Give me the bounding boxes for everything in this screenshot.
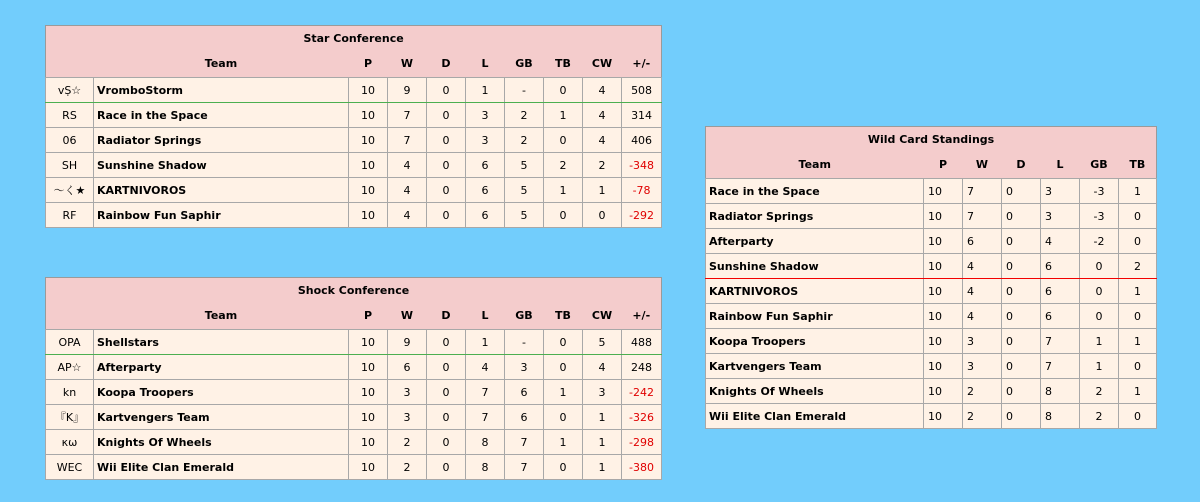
losses-cell: 4 <box>466 355 505 380</box>
wins-cell: 7 <box>388 103 427 128</box>
plus-minus-cell: -380 <box>622 455 662 480</box>
team-name: Knights Of Wheels <box>94 430 349 455</box>
plus-minus-cell: 314 <box>622 103 662 128</box>
wins-cell: 4 <box>388 203 427 228</box>
conference-wins-cell: 4 <box>583 355 622 380</box>
tiebreak-cell: 0 <box>544 203 583 228</box>
wins-cell: 4 <box>963 279 1002 304</box>
losses-cell: 7 <box>466 380 505 405</box>
tiebreak-cell: 0 <box>544 405 583 430</box>
played-cell: 10 <box>349 153 388 178</box>
table-row <box>706 304 1157 329</box>
wins-cell: 4 <box>963 254 1002 279</box>
losses-cell: 8 <box>1041 379 1080 404</box>
team-name: Knights Of Wheels <box>706 379 924 404</box>
played-cell: 10 <box>349 405 388 430</box>
tiebreak-cell: 0 <box>1119 404 1157 429</box>
games-behind-cell: 0 <box>1080 279 1119 304</box>
losses-cell: 8 <box>1041 404 1080 429</box>
played-cell: 10 <box>924 354 963 379</box>
team-name: Koopa Troopers <box>94 380 349 405</box>
table-row <box>706 279 1157 304</box>
games-behind-cell: 6 <box>505 405 544 430</box>
draws-cell: 0 <box>427 355 466 380</box>
draws-cell: 0 <box>427 103 466 128</box>
shock-conference-table <box>45 277 662 480</box>
d-header: D <box>1002 151 1041 179</box>
l-header: L <box>1041 151 1080 179</box>
losses-cell: 6 <box>466 153 505 178</box>
draws-cell: 0 <box>1002 254 1041 279</box>
played-cell: 10 <box>349 330 388 355</box>
tiebreak-cell: 1 <box>1119 329 1157 354</box>
table-row <box>46 78 662 103</box>
losses-cell: 7 <box>1041 354 1080 379</box>
table-row <box>46 128 662 153</box>
plus-minus-cell: 508 <box>622 78 662 103</box>
team-tag: AP☆ <box>46 355 94 380</box>
draws-cell: 0 <box>427 430 466 455</box>
team-tag: 『K』 <box>46 405 94 430</box>
table-row <box>46 203 662 228</box>
games-behind-cell: -3 <box>1080 204 1119 229</box>
played-cell: 10 <box>924 254 963 279</box>
team-tag: 06 <box>46 128 94 153</box>
conference-wins-cell: 3 <box>583 380 622 405</box>
losses-cell: 3 <box>1041 179 1080 204</box>
d-header: D <box>427 302 466 330</box>
played-cell: 10 <box>924 204 963 229</box>
team-tag: κω <box>46 430 94 455</box>
wins-cell: 4 <box>963 304 1002 329</box>
tiebreak-cell: 2 <box>1119 254 1157 279</box>
games-behind-cell: 7 <box>505 430 544 455</box>
losses-cell: 1 <box>466 330 505 355</box>
team-name: Sunshine Shadow <box>706 254 924 279</box>
losses-cell: 8 <box>466 430 505 455</box>
wins-cell: 7 <box>963 204 1002 229</box>
team-name: Koopa Troopers <box>706 329 924 354</box>
p-header: P <box>924 151 963 179</box>
losses-cell: 6 <box>1041 279 1080 304</box>
games-behind-cell: 0 <box>1080 254 1119 279</box>
tiebreak-cell: 1 <box>544 380 583 405</box>
games-behind-cell: - <box>505 330 544 355</box>
draws-cell: 0 <box>427 203 466 228</box>
plus-minus-cell: -348 <box>622 153 662 178</box>
tag-header <box>46 50 94 78</box>
games-behind-cell: 2 <box>505 103 544 128</box>
team-tag: RS <box>46 103 94 128</box>
team-name: Race in the Space <box>94 103 349 128</box>
games-behind-cell: -2 <box>1080 229 1119 254</box>
draws-cell: 0 <box>427 153 466 178</box>
team-header: Team <box>94 50 349 78</box>
games-behind-cell: 1 <box>1080 329 1119 354</box>
wins-cell: 2 <box>963 379 1002 404</box>
conference-wins-cell: 5 <box>583 330 622 355</box>
games-behind-cell: 7 <box>505 455 544 480</box>
draws-cell: 0 <box>427 178 466 203</box>
played-cell: 10 <box>349 355 388 380</box>
tag-header <box>46 302 94 330</box>
team-name: Radiator Springs <box>94 128 349 153</box>
games-behind-cell: 6 <box>505 380 544 405</box>
played-cell: 10 <box>924 379 963 404</box>
team-tag: vṢ☆ <box>46 78 94 103</box>
conference-wins-cell: 2 <box>583 153 622 178</box>
conference-wins-cell: 1 <box>583 405 622 430</box>
draws-cell: 0 <box>1002 279 1041 304</box>
plus-minus-header: +/- <box>622 50 662 78</box>
team-name: Wii Elite Clan Emerald <box>706 404 924 429</box>
team-name: Wii Elite Clan Emerald <box>94 455 349 480</box>
team-name: Radiator Springs <box>706 204 924 229</box>
played-cell: 10 <box>924 404 963 429</box>
w-header: W <box>963 151 1002 179</box>
wins-cell: 4 <box>388 153 427 178</box>
team-name: KARTNIVOROS <box>94 178 349 203</box>
draws-cell: 0 <box>427 128 466 153</box>
draws-cell: 0 <box>1002 354 1041 379</box>
tiebreak-cell: 1 <box>1119 279 1157 304</box>
team-name: Rainbow Fun Saphir <box>706 304 924 329</box>
plus-minus-cell: 248 <box>622 355 662 380</box>
wins-cell: 9 <box>388 330 427 355</box>
table-row <box>706 354 1157 379</box>
tiebreak-cell: 0 <box>1119 204 1157 229</box>
w-header: W <box>388 50 427 78</box>
games-behind-cell: 3 <box>505 355 544 380</box>
gb-header: GB <box>505 50 544 78</box>
wins-cell: 6 <box>388 355 427 380</box>
losses-cell: 7 <box>466 405 505 430</box>
gb-header: GB <box>505 302 544 330</box>
draws-cell: 0 <box>1002 304 1041 329</box>
tiebreak-cell: 1 <box>544 430 583 455</box>
wins-cell: 3 <box>963 329 1002 354</box>
played-cell: 10 <box>349 203 388 228</box>
table-row <box>46 153 662 178</box>
wins-cell: 3 <box>963 354 1002 379</box>
draws-cell: 0 <box>427 78 466 103</box>
tiebreak-cell: 0 <box>544 455 583 480</box>
conference-wins-cell: 4 <box>583 103 622 128</box>
played-cell: 10 <box>349 455 388 480</box>
table-row <box>706 179 1157 204</box>
team-tag: kn <box>46 380 94 405</box>
played-cell: 10 <box>924 229 963 254</box>
p-header: P <box>349 302 388 330</box>
games-behind-cell: -3 <box>1080 179 1119 204</box>
games-behind-cell: 5 <box>505 153 544 178</box>
table-row <box>706 404 1157 429</box>
team-name: KARTNIVOROS <box>706 279 924 304</box>
tiebreak-cell: 0 <box>544 78 583 103</box>
tb-header: TB <box>544 50 583 78</box>
wins-cell: 6 <box>963 229 1002 254</box>
wins-cell: 2 <box>388 455 427 480</box>
wins-cell: 2 <box>963 404 1002 429</box>
plus-minus-cell: -298 <box>622 430 662 455</box>
wins-cell: 3 <box>388 405 427 430</box>
l-header: L <box>466 302 505 330</box>
tiebreak-cell: 1 <box>1119 379 1157 404</box>
conference-wins-cell: 1 <box>583 178 622 203</box>
losses-cell: 6 <box>1041 254 1080 279</box>
team-name: Afterparty <box>94 355 349 380</box>
tb-header: TB <box>544 302 583 330</box>
team-name: Afterparty <box>706 229 924 254</box>
losses-cell: 3 <box>466 128 505 153</box>
table-row <box>706 229 1157 254</box>
conference-wins-cell: 1 <box>583 430 622 455</box>
plus-minus-cell: -292 <box>622 203 662 228</box>
team-header: Team <box>94 302 349 330</box>
played-cell: 10 <box>924 329 963 354</box>
conference-wins-cell: 1 <box>583 455 622 480</box>
played-cell: 10 <box>349 78 388 103</box>
tiebreak-cell: 2 <box>544 153 583 178</box>
table-row <box>46 405 662 430</box>
table-row <box>46 355 662 380</box>
draws-cell: 0 <box>427 455 466 480</box>
tiebreak-cell: 0 <box>1119 229 1157 254</box>
table-row <box>46 430 662 455</box>
team-tag: ～く★ <box>46 178 94 203</box>
losses-cell: 7 <box>1041 329 1080 354</box>
team-name: Kartvengers Team <box>706 354 924 379</box>
wins-cell: 2 <box>388 430 427 455</box>
played-cell: 10 <box>924 279 963 304</box>
p-header: P <box>349 50 388 78</box>
draws-cell: 0 <box>427 380 466 405</box>
losses-cell: 6 <box>1041 304 1080 329</box>
wins-cell: 3 <box>388 380 427 405</box>
table-row <box>46 455 662 480</box>
gb-header: GB <box>1080 151 1119 179</box>
games-behind-cell: 0 <box>1080 304 1119 329</box>
games-behind-cell: 2 <box>1080 379 1119 404</box>
conference-wins-cell: 4 <box>583 78 622 103</box>
tiebreak-cell: 0 <box>544 355 583 380</box>
games-behind-cell: 1 <box>1080 354 1119 379</box>
star-conference-table <box>45 25 662 228</box>
team-header: Team <box>706 151 924 179</box>
table-row <box>46 103 662 128</box>
wild-card-standings-table <box>705 126 1157 429</box>
wins-cell: 4 <box>388 178 427 203</box>
cw-header: CW <box>583 50 622 78</box>
tiebreak-cell: 0 <box>1119 354 1157 379</box>
wild-card-title: Wild Card Standings <box>706 127 1157 152</box>
games-behind-cell: 5 <box>505 178 544 203</box>
games-behind-cell: - <box>505 78 544 103</box>
tb-header: TB <box>1119 151 1157 179</box>
team-tag: OPA <box>46 330 94 355</box>
tiebreak-cell: 0 <box>544 330 583 355</box>
team-tag: WEC <box>46 455 94 480</box>
losses-cell: 1 <box>466 78 505 103</box>
cw-header: CW <box>583 302 622 330</box>
losses-cell: 3 <box>466 103 505 128</box>
table-row <box>46 330 662 355</box>
team-name: Rainbow Fun Saphir <box>94 203 349 228</box>
played-cell: 10 <box>349 128 388 153</box>
team-name: Kartvengers Team <box>94 405 349 430</box>
played-cell: 10 <box>349 380 388 405</box>
losses-cell: 4 <box>1041 229 1080 254</box>
played-cell: 10 <box>349 430 388 455</box>
team-name: VromboStorm <box>94 78 349 103</box>
plus-minus-header: +/- <box>622 302 662 330</box>
losses-cell: 8 <box>466 455 505 480</box>
losses-cell: 6 <box>466 178 505 203</box>
table-row <box>706 254 1157 279</box>
l-header: L <box>466 50 505 78</box>
tiebreak-cell: 0 <box>1119 304 1157 329</box>
conference-wins-cell: 4 <box>583 128 622 153</box>
draws-cell: 0 <box>1002 179 1041 204</box>
draws-cell: 0 <box>427 405 466 430</box>
team-tag: RF <box>46 203 94 228</box>
d-header: D <box>427 50 466 78</box>
played-cell: 10 <box>349 103 388 128</box>
tiebreak-cell: 1 <box>544 178 583 203</box>
draws-cell: 0 <box>1002 229 1041 254</box>
games-behind-cell: 2 <box>505 128 544 153</box>
table-row <box>706 204 1157 229</box>
tiebreak-cell: 1 <box>544 103 583 128</box>
plus-minus-cell: -242 <box>622 380 662 405</box>
team-name: Shellstars <box>94 330 349 355</box>
plus-minus-cell: 406 <box>622 128 662 153</box>
wins-cell: 7 <box>388 128 427 153</box>
played-cell: 10 <box>924 179 963 204</box>
tiebreak-cell: 0 <box>544 128 583 153</box>
played-cell: 10 <box>349 178 388 203</box>
table-row <box>46 178 662 203</box>
losses-cell: 3 <box>1041 204 1080 229</box>
draws-cell: 0 <box>427 330 466 355</box>
table-row <box>706 329 1157 354</box>
played-cell: 10 <box>924 304 963 329</box>
games-behind-cell: 5 <box>505 203 544 228</box>
team-name: Sunshine Shadow <box>94 153 349 178</box>
wins-cell: 7 <box>963 179 1002 204</box>
wins-cell: 9 <box>388 78 427 103</box>
star-conference-title: Star Conference <box>46 26 662 51</box>
draws-cell: 0 <box>1002 379 1041 404</box>
conference-wins-cell: 0 <box>583 203 622 228</box>
team-tag: SH <box>46 153 94 178</box>
plus-minus-cell: 488 <box>622 330 662 355</box>
plus-minus-cell: -78 <box>622 178 662 203</box>
shock-conference-title: Shock Conference <box>46 278 662 303</box>
w-header: W <box>388 302 427 330</box>
plus-minus-cell: -326 <box>622 405 662 430</box>
draws-cell: 0 <box>1002 204 1041 229</box>
draws-cell: 0 <box>1002 329 1041 354</box>
team-name: Race in the Space <box>706 179 924 204</box>
table-row <box>706 379 1157 404</box>
tiebreak-cell: 1 <box>1119 179 1157 204</box>
draws-cell: 0 <box>1002 404 1041 429</box>
games-behind-cell: 2 <box>1080 404 1119 429</box>
table-row <box>46 380 662 405</box>
losses-cell: 6 <box>466 203 505 228</box>
